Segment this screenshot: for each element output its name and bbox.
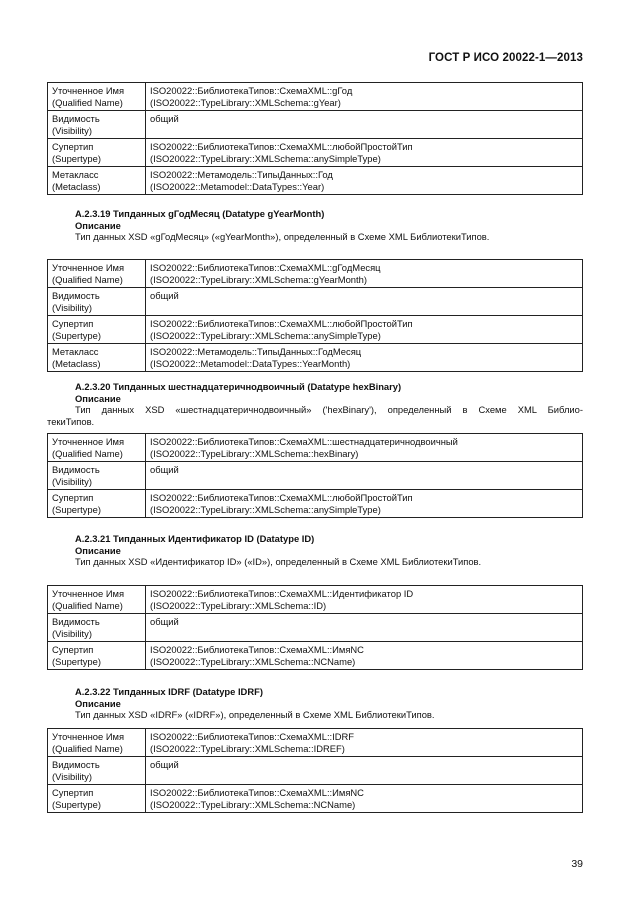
row-label: Уточненное Имя (Qualified Name)	[48, 434, 146, 462]
row-label: Уточненное Имя (Qualified Name)	[48, 586, 146, 614]
table-row	[48, 586, 583, 614]
table-row	[48, 434, 583, 462]
row-value: ISO20022::БиблиотекаТипов::СхемаXML::шестнадцатеричнодвоичный (ISO20022::TypeLibrary::XMLSchema::hexBinary)	[146, 434, 583, 462]
row-label: Видимость (Visibility)	[48, 462, 146, 490]
table-id-block	[47, 585, 583, 670]
table-gyearmonth-block	[47, 259, 583, 372]
row-value: ISO20022::БиблиотекаТипов::СхемаXML::любойПростойТип (ISO20022::TypeLibrary::XMLSchema::anySimpleType)	[146, 316, 583, 344]
table-row	[48, 490, 583, 518]
document-header: ГОСТ Р ИСО 20022-1—2013	[428, 52, 583, 64]
section-heading: А.2.3.19 Типданных gГодМесяц (Datatype gYearMonth)	[75, 208, 325, 219]
row-value: ISO20022::Метамодель::ТипыДанных::Год (ISO20022::Metamodel::DataTypes::Year)	[146, 167, 583, 195]
row-label: Супертип (Supertype)	[48, 316, 146, 344]
section-heading: А.2.3.22 Типданных IDRF (Datatype IDRF)	[75, 686, 263, 697]
description-heading: Описание	[75, 219, 121, 231]
section-heading: А.2.3.21 Типданных Идентификатор ID (Datatype ID)	[75, 533, 315, 544]
table-row	[48, 316, 583, 344]
property-table	[47, 585, 583, 670]
table-row	[48, 729, 583, 757]
section-a2320	[47, 381, 583, 427]
row-label: Видимость (Visibility)	[48, 111, 146, 139]
row-value: общий	[146, 757, 583, 785]
row-value: ISO20022::БиблиотекаТипов::СхемаXML::ИмяNC (ISO20022::TypeLibrary::XMLSchema::NCName)	[146, 642, 583, 670]
table-row	[48, 344, 583, 372]
property-table	[47, 259, 583, 372]
description-heading: Описание	[75, 697, 121, 709]
section-a2322	[47, 686, 583, 721]
row-value: общий	[146, 288, 583, 316]
row-label: Уточненное Имя (Qualified Name)	[48, 83, 146, 111]
row-label: Видимость (Visibility)	[48, 757, 146, 785]
table-row	[48, 83, 583, 111]
table-row	[48, 260, 583, 288]
row-value: ISO20022::БиблиотекаТипов::СхемаXML::любойПростойТип (ISO20022::TypeLibrary::XMLSchema::anySimpleType)	[146, 490, 583, 518]
description-text: Тип данных XSD «IDRF» («IDRF»), определенный в Схеме XML БиблиотекиТипов.	[75, 709, 435, 720]
property-table	[47, 728, 583, 813]
table-row	[48, 462, 583, 490]
section-a2319	[47, 208, 583, 243]
section-heading: А.2.3.20 Типданных шестнадцатеричнодвоичный (Datatype hexBinary)	[75, 381, 402, 392]
row-value: ISO20022::БиблиотекаТипов::СхемаXML::Идентификатор ID (ISO20022::TypeLibrary::XMLSchema::ID)	[146, 586, 583, 614]
table-row	[48, 288, 583, 316]
row-value: ISO20022::БиблиотекаТипов::СхемаXML::ИмяNC (ISO20022::TypeLibrary::XMLSchema::NCName)	[146, 785, 583, 813]
row-label: Супертип (Supertype)	[48, 490, 146, 518]
table-row	[48, 111, 583, 139]
row-value: ISO20022::БиблиотекаТипов::СхемаXML::gГодМесяц (ISO20022::TypeLibrary::XMLSchema::gYearMonth)	[146, 260, 583, 288]
row-label: Видимость (Visibility)	[48, 288, 146, 316]
table-idrf-block	[47, 728, 583, 813]
page-number: 39	[571, 858, 583, 870]
description-text: Тип данных XSD «gГодМесяц» («gYearMonth»), определенный в Схеме XML БиблиотекиТипов.	[75, 231, 490, 242]
table-row	[48, 642, 583, 670]
property-table	[47, 433, 583, 518]
table-row	[48, 167, 583, 195]
row-value: общий	[146, 111, 583, 139]
description-heading: Описание	[75, 544, 121, 556]
property-table	[47, 82, 583, 195]
description-text-continuation: текиТипов.	[47, 415, 95, 427]
row-value: ISO20022::Метамодель::ТипыДанных::ГодМесяц (ISO20022::Metamodel::DataTypes::YearMonth)	[146, 344, 583, 372]
section-a2321	[47, 533, 583, 568]
row-label: Супертип (Supertype)	[48, 139, 146, 167]
row-label: Уточненное Имя (Qualified Name)	[48, 729, 146, 757]
description-text: Тип данных XSD «Идентификатор ID» («ID»), определенный в Схеме XML БиблиотекиТипов.	[75, 556, 482, 567]
description-heading: Описание	[75, 392, 121, 404]
table-row	[48, 614, 583, 642]
row-value: общий	[146, 614, 583, 642]
row-label: Супертип (Supertype)	[48, 642, 146, 670]
description-text: Тип данных XSD «шестнадцатеричнодвоичный» ('hexBinary'), определенный в Схеме XML Библио-	[75, 404, 583, 415]
table-gyear-block	[47, 82, 583, 195]
row-value: ISO20022::БиблиотекаТипов::СхемаXML::gГод (ISO20022::TypeLibrary::XMLSchema::gYear)	[146, 83, 583, 111]
table-hexbinary-block	[47, 433, 583, 518]
row-label: Метакласс (Metaclass)	[48, 344, 146, 372]
row-label: Видимость (Visibility)	[48, 614, 146, 642]
table-row	[48, 785, 583, 813]
row-label: Уточненное Имя (Qualified Name)	[48, 260, 146, 288]
row-value: ISO20022::БиблиотекаТипов::СхемаXML::IDRF (ISO20022::TypeLibrary::XMLSchema::IDREF)	[146, 729, 583, 757]
table-row	[48, 757, 583, 785]
row-value: общий	[146, 462, 583, 490]
row-value: ISO20022::БиблиотекаТипов::СхемаXML::любойПростойТип (ISO20022::TypeLibrary::XMLSchema::anySimpleType)	[146, 139, 583, 167]
row-label: Метакласс (Metaclass)	[48, 167, 146, 195]
row-label: Супертип (Supertype)	[48, 785, 146, 813]
table-row	[48, 139, 583, 167]
